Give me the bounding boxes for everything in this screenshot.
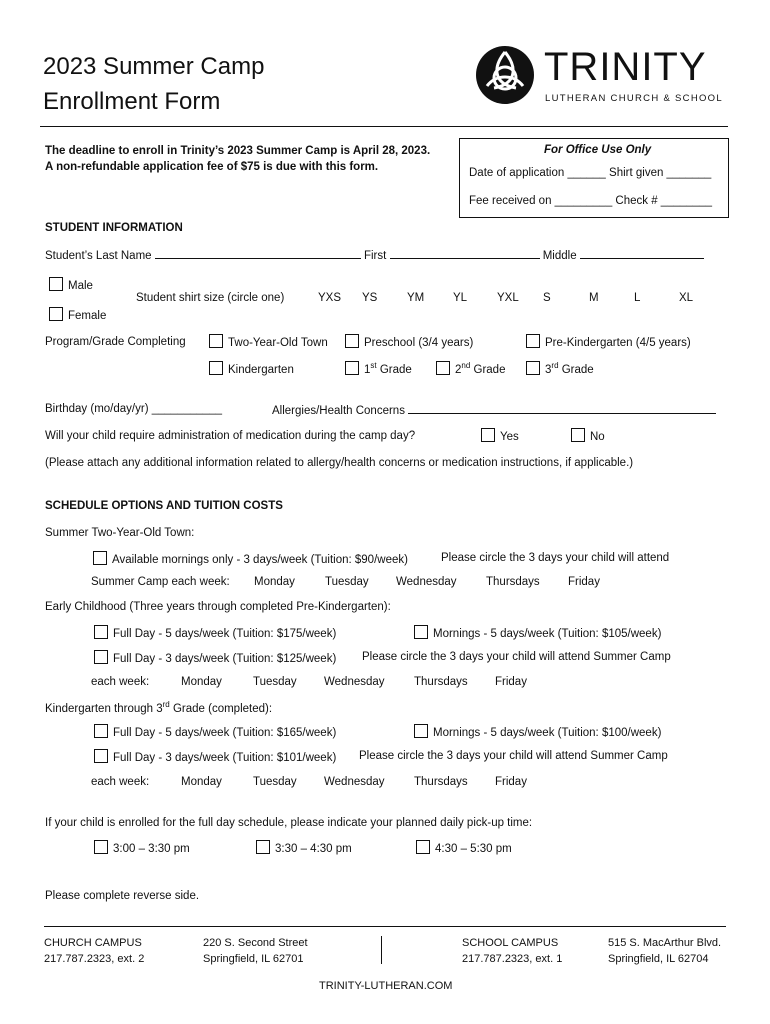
footer-separator xyxy=(381,936,382,964)
medication-yes-checkbox[interactable] xyxy=(481,428,495,442)
two-year-day-thursdays[interactable]: Thursdays xyxy=(486,576,540,588)
grade3-checkbox[interactable] xyxy=(526,361,540,375)
two-year-day-friday[interactable]: Friday xyxy=(568,576,600,588)
male-checkbox[interactable] xyxy=(49,277,63,291)
grade3-num: 3 xyxy=(545,364,552,376)
website-link[interactable]: TRINITY-LUTHERAN.COM xyxy=(319,980,453,992)
pickup-option-1-label: 3:00 – 3:30 pm xyxy=(113,843,190,855)
k-each-week: each week: xyxy=(91,776,150,788)
kindergarten-heading xyxy=(45,700,272,715)
church-address-line2: Springfield, IL 62701 xyxy=(203,953,304,965)
k-heading-pre: Kindergarten through 3 xyxy=(45,702,163,715)
k-day-wednesday[interactable]: Wednesday xyxy=(324,776,385,788)
preschool-label: Preschool (3/4 years) xyxy=(364,337,474,349)
allergies-field[interactable] xyxy=(408,403,716,414)
kindergarten-label: Kindergarten xyxy=(228,364,294,376)
ec-day-friday[interactable]: Friday xyxy=(495,676,527,688)
two-year-old-label: Two-Year-Old Town xyxy=(228,337,328,349)
medication-question: Will your child require administration of medication during the camp day? xyxy=(45,430,416,442)
ec-full3-label: Full Day - 3 days/week (Tuition: $125/week) xyxy=(113,653,337,665)
two-year-morning-label: Available mornings only - 3 days/week (Tuition: $90/week) xyxy=(112,554,408,566)
circle-days-note-1: Please circle the 3 days your child will attend xyxy=(441,552,670,564)
student-info-heading: STUDENT INFORMATION xyxy=(45,222,183,234)
first-name-label: First xyxy=(363,250,387,262)
k-heading-sup: rd xyxy=(162,700,170,709)
grade3-text: Grade xyxy=(561,364,594,376)
office-use-box xyxy=(459,138,729,218)
two-year-old-checkbox[interactable] xyxy=(209,334,223,348)
grade1-sup: st xyxy=(370,361,377,371)
female-option[interactable] xyxy=(49,307,106,322)
logo-subtitle: LUTHERAN CHURCH & SCHOOL xyxy=(545,93,723,104)
pickup-question: If your child is enrolled for the full day schedule, please indicate your planned daily pick-up time: xyxy=(45,817,533,829)
grade2-checkbox[interactable] xyxy=(436,361,450,375)
church-address-line1: 220 S. Second Street xyxy=(203,937,308,949)
k-full3-option[interactable] xyxy=(94,749,336,764)
two-year-day-monday[interactable]: Monday xyxy=(254,576,295,588)
footer-divider xyxy=(44,926,726,927)
k-day-monday[interactable]: Monday xyxy=(181,776,222,788)
school-campus-label: SCHOOL CAMPUS xyxy=(462,937,559,949)
pickup-option-3-checkbox[interactable] xyxy=(416,840,430,854)
two-year-day-tuesday[interactable]: Tuesday xyxy=(325,576,369,588)
shirt-size-m[interactable]: M xyxy=(589,292,599,304)
k-morn5-label: Mornings - 5 days/week (Tuition: $100/week) xyxy=(433,727,662,739)
ec-morn5-label: Mornings - 5 days/week (Tuition: $105/week) xyxy=(433,628,662,640)
k-full5-label: Full Day - 5 days/week (Tuition: $165/week) xyxy=(113,727,337,739)
shirt-size-s[interactable]: S xyxy=(543,292,551,304)
circle-days-note-2: Please circle the 3 days your child will attend Summer Camp xyxy=(362,651,671,663)
office-title: For Office Use Only xyxy=(544,144,652,156)
ec-day-tuesday[interactable]: Tuesday xyxy=(253,676,297,688)
allergies-row xyxy=(272,403,716,417)
middle-name-field[interactable] xyxy=(580,248,704,259)
preschool-checkbox[interactable] xyxy=(345,334,359,348)
grade1-checkbox[interactable] xyxy=(345,361,359,375)
allergies-label: Allergies/Health Concerns xyxy=(272,405,405,417)
ec-day-wednesday[interactable]: Wednesday xyxy=(324,676,385,688)
grade2-text: Grade xyxy=(473,364,506,376)
school-address-line2: Springfield, IL 62704 xyxy=(608,953,709,965)
shirt-size-ym[interactable]: YM xyxy=(407,292,425,304)
pickup-option-3[interactable] xyxy=(416,840,512,855)
office-fee-received: Fee received on _________ Check # ________ xyxy=(469,195,712,207)
medication-yes-option[interactable] xyxy=(481,428,519,443)
school-address-line1: 515 S. MacArthur Blvd. xyxy=(608,937,722,949)
grade1-option[interactable] xyxy=(345,361,412,376)
two-year-old-option[interactable] xyxy=(209,334,328,349)
pickup-option-2[interactable] xyxy=(256,840,352,855)
birthday-field[interactable]: Birthday (mo/day/yr) ___________ xyxy=(45,403,223,415)
pickup-option-2-label: 3:30 – 4:30 pm xyxy=(275,843,352,855)
k-full3-label: Full Day - 3 days/week (Tuition: $101/week) xyxy=(113,752,337,764)
medication-no-checkbox[interactable] xyxy=(571,428,585,442)
shirt-size-yxs[interactable]: YXS xyxy=(318,292,342,304)
student-name-row xyxy=(45,248,704,262)
ec-morn5-option[interactable] xyxy=(414,625,661,640)
trinity-knot-icon xyxy=(474,44,536,106)
program-grade-label: Program/Grade Completing xyxy=(45,336,186,348)
preschool-option[interactable] xyxy=(345,334,473,349)
middle-name-label: Middle xyxy=(542,250,577,262)
ec-day-thursdays[interactable]: Thursdays xyxy=(414,676,468,688)
k-heading-post: Grade (completed): xyxy=(169,702,273,715)
header-divider xyxy=(40,126,728,127)
k-day-thursdays[interactable]: Thursdays xyxy=(414,776,468,788)
pickup-option-3-label: 4:30 – 5:30 pm xyxy=(435,843,512,855)
k-morn5-option[interactable] xyxy=(414,724,661,739)
ec-morn5-checkbox[interactable] xyxy=(414,625,428,639)
summer-camp-each-week: Summer Camp each week: xyxy=(91,576,230,588)
ec-full3-option[interactable] xyxy=(94,650,336,665)
medication-yes-label: Yes xyxy=(500,431,519,443)
pre-k-label: Pre-Kindergarten (4/5 years) xyxy=(545,337,691,349)
two-year-morning-option[interactable] xyxy=(93,551,408,566)
grade3-option[interactable] xyxy=(526,361,594,376)
two-year-heading: Summer Two-Year-Old Town: xyxy=(45,527,195,539)
logo-name: TRINITY xyxy=(544,45,707,89)
form-title-line1: 2023 Summer Camp xyxy=(43,53,265,80)
k-day-friday[interactable]: Friday xyxy=(495,776,527,788)
ec-full5-option[interactable] xyxy=(94,625,336,640)
schedule-heading: SCHEDULE OPTIONS AND TUITION COSTS xyxy=(45,500,283,512)
last-name-label: Student’s Last Name xyxy=(45,250,152,262)
pickup-option-1[interactable] xyxy=(94,840,190,855)
female-checkbox[interactable] xyxy=(49,307,63,321)
grade3-sup: rd xyxy=(551,361,559,371)
form-title-line2: Enrollment Form xyxy=(43,88,221,115)
grade2-sup: nd xyxy=(461,361,471,371)
shirt-size-ys[interactable]: YS xyxy=(362,292,378,304)
ec-full5-label: Full Day - 5 days/week (Tuition: $175/week) xyxy=(113,628,337,640)
male-label: Male xyxy=(68,280,93,292)
ec-full3-checkbox[interactable] xyxy=(94,650,108,664)
kindergarten-checkbox[interactable] xyxy=(209,361,223,375)
two-year-morning-checkbox[interactable] xyxy=(93,551,107,565)
early-childhood-heading: Early Childhood (Three years through completed Pre-Kindergarten): xyxy=(45,601,391,613)
k-full5-option[interactable] xyxy=(94,724,336,739)
grade1-text: Grade xyxy=(379,364,412,376)
school-phone: 217.787.2323, ext. 1 xyxy=(462,953,563,965)
ec-full5-checkbox[interactable] xyxy=(94,625,108,639)
ec-day-monday[interactable]: Monday xyxy=(181,676,222,688)
church-campus-label: CHURCH CAMPUS xyxy=(44,937,142,949)
grade2-option[interactable] xyxy=(436,361,505,376)
pre-k-checkbox[interactable] xyxy=(526,334,540,348)
k-morn5-checkbox[interactable] xyxy=(414,724,428,738)
kindergarten-option[interactable] xyxy=(209,361,294,376)
reverse-note: Please complete reverse side. xyxy=(45,890,200,902)
shirt-size-label: Student shirt size (circle one) xyxy=(136,292,285,304)
office-date-of-application: Date of application ______ Shirt given _______ xyxy=(469,167,712,179)
circle-days-note-3: Please circle the 3 days your child will attend Summer Camp xyxy=(359,750,668,762)
male-option[interactable] xyxy=(49,277,93,292)
shirt-size-l[interactable]: L xyxy=(634,292,641,304)
female-label: Female xyxy=(68,310,107,322)
fee-text: A non-refundable application fee of $75 is due with this form. xyxy=(45,161,379,173)
k-day-tuesday[interactable]: Tuesday xyxy=(253,776,297,788)
k-full5-checkbox[interactable] xyxy=(94,724,108,738)
first-name-field[interactable] xyxy=(390,248,540,259)
grade2-num: 2 xyxy=(455,364,462,376)
ec-each-week: each week: xyxy=(91,676,150,688)
pickup-option-2-checkbox[interactable] xyxy=(256,840,270,854)
attach-note: (Please attach any additional information related to allergy/health concerns or medication instructions, if applicable.) xyxy=(45,457,634,469)
k-full3-checkbox[interactable] xyxy=(94,749,108,763)
pickup-option-1-checkbox[interactable] xyxy=(94,840,108,854)
shirt-size-yl[interactable]: YL xyxy=(453,292,468,304)
medication-no-option[interactable] xyxy=(571,428,605,443)
pre-k-option[interactable] xyxy=(526,334,691,349)
medication-no-label: No xyxy=(590,431,605,443)
grade1-num: 1 xyxy=(364,364,371,376)
two-year-day-wednesday[interactable]: Wednesday xyxy=(396,576,457,588)
shirt-size-xl[interactable]: XL xyxy=(679,292,694,304)
church-phone: 217.787.2323, ext. 2 xyxy=(44,953,145,965)
shirt-size-yxl[interactable]: YXL xyxy=(497,292,519,304)
last-name-field[interactable] xyxy=(155,248,361,259)
deadline-text: The deadline to enroll in Trinity’s 2023 Summer Camp is April 28, 2023. xyxy=(45,145,431,157)
